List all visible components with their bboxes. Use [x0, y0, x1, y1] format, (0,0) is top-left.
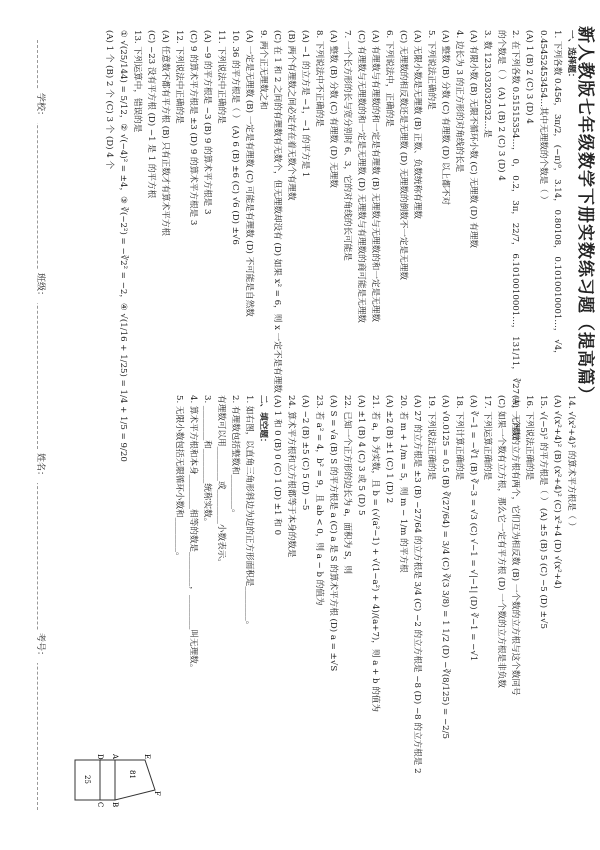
- binding-dashed-line: [37, 40, 38, 810]
- left-line: (C) 在 1 和 2 之间的有理数有无数个，但无理数却没有 (D) 如果 x² = 6，则 x 一定不是有理数: [272, 30, 282, 393]
- binding-school-label: 学校：: [35, 90, 48, 123]
- right-line: 24. 算术平方根和立方根都等于本身的数是: [286, 395, 296, 558]
- left-line: 7. 一个长方形的长与宽分别时 6、3，它的对角线的长可能是: [342, 30, 352, 261]
- right-line: (C) 如果一个数有立方根，那么它一定有平方根 (D) 一个数的立方根是非负数: [496, 395, 506, 688]
- right-line: 2. 有理数包括整数和________。: [230, 395, 240, 518]
- left-line: 4. 边长为 3 的正方形的对角线的长是: [454, 30, 464, 173]
- left-line: (B) 两个有理数之间必定存在着无数个有理数: [286, 30, 296, 201]
- right-line: (A) 27 的立方根是 ±3 (B) −27/64 的立方根是 3/4 (C) −2 的立方根是 −8 (D) −8 的立方根是 2: [412, 395, 422, 774]
- figure-label-b: B: [111, 802, 119, 808]
- figure-label-d: D: [96, 754, 104, 760]
- left-line: 13. 下列运算中，错误的是: [132, 30, 142, 133]
- binding-id-label: 考号：: [35, 630, 48, 663]
- left-line: 的个数是（ ） (A) 1 (B) 2 (C) 3 (D) 4: [496, 30, 506, 181]
- right-line: 16. 下列说法正确的是: [524, 395, 534, 481]
- figure-label-a: A: [111, 754, 119, 760]
- right-line: 23. 若 a² = 4，b² = 9，且 ab < 0，则 a − b 的值为: [314, 395, 324, 606]
- right-column: [172, 395, 578, 775]
- left-line: 5. 下列说法正确的是: [426, 30, 436, 110]
- binding-class-label: 班级：: [35, 270, 48, 303]
- right-line: (A) S = √a (B) S 的平方根是 a (C) a 是 S 的算术平方根 (D) a = ±√S: [328, 395, 338, 672]
- right-question-list: [172, 395, 578, 775]
- left-line: (A) −1 的立方是 −1，−1 的平方是 1: [300, 30, 310, 178]
- right-line: 4. 算术平方根和本身________相等的数是________，________叫无理数。: [188, 395, 198, 673]
- right-line: (A) ±1 (B) 4 (C) 3 或 5 (D) 5: [356, 395, 366, 516]
- right-line: 1. 如右图，以直角三角形斜边为边的正方形面积是________。: [244, 395, 254, 630]
- right-line: 15. √(−5)² 的平方根是（ ） (A) ±5 (B) 5 (C) −5 (D) ±√5: [538, 395, 548, 629]
- left-line: 11. 下列说法中正确的是: [216, 30, 226, 124]
- left-line: (A) 一定是无理数 (B) 一定是有理数 (C) 可能是有理数 (D) 不可能是自然数: [244, 30, 254, 317]
- left-line: (A) 整数 (B) 分数 (C) 有理数 (D) 无理数: [328, 30, 338, 188]
- figure-label-c: C: [96, 802, 104, 808]
- left-line: ① √(25/144) = 5/12，② √(−4)² = ±4，③ ∛(−2²) = −∛2² = −2，④ √(1/16 + 1/25) = 1/4 + 1/5 = 9/20: [118, 30, 128, 462]
- figure-square-large: [115, 760, 155, 800]
- left-line: (A) 1 (B) 2 (C) 3 (D) 4: [524, 30, 534, 124]
- left-line: (C) 无理数的相反数还是无理数 (D) 无理数的倒数不一定是无理数: [398, 30, 408, 280]
- left-line: (A) 无限小数是无理数 (B) 正数、负数统称有理数: [412, 30, 422, 219]
- left-line: 6. 下列说法中，正确的是: [384, 30, 394, 127]
- figure-label-e: E: [143, 754, 151, 760]
- left-line: (A) 任意数不都有平方根 (B) 只有正数才有算术平方根: [160, 30, 170, 237]
- geometry-figure: [70, 730, 160, 820]
- left-line: (A) 整数 (B) 分数 (C) 有理数 (D) 以上都不对: [440, 30, 450, 206]
- right-line: (A) √(x²+4)² (B) (x²+4)² (C) x²+4 (D) √(x²+4): [552, 395, 562, 589]
- figure-area-81: 81: [128, 770, 136, 779]
- left-line: (C) 有理数与无理数的和一定是无理数 (D) 无理数与有理数的商可能是无理数: [356, 30, 366, 323]
- left-line: (A) −9 的平方根是 −3 (B) 9 的算术平方根是 3: [202, 30, 212, 215]
- figure-square-small: [100, 760, 115, 800]
- left-line: 0.45452453454…其中无理数的个数是（ ）: [538, 30, 548, 205]
- page-title: 新人教版七年级数学下册实数练习题（提高篇）: [575, 26, 595, 404]
- right-line: (A) √0.0125 = 0.5 (B) ∛(27/64) = 3/4 (C) ∛(3 3/8) = 1 1/2 (D) −∛(8/125) = −2/5: [440, 395, 450, 739]
- right-line: 20. 若 m + 1/m = 5，则 m − 1/m 的平方根: [398, 395, 408, 573]
- right-line: (A) ±2 (B) ±1 (C) 1 (D) 2: [384, 395, 394, 504]
- right-line: 19. 下列说法正确的是: [426, 395, 436, 481]
- left-line: (A) 有限小数 (B) 无限不循环小数 (C) 无理数 (D) 有理数: [468, 30, 478, 249]
- right-line: (A) ∛−1 = −∛1 (B) ∛−3 = √3 (C) √−1 = √|−1| (D) ∛−1 = −√1: [468, 395, 478, 662]
- right-line: 3. ________和________统称实数。: [202, 395, 212, 527]
- left-line: (A) 有理数与有理数的和一定是有理数 (B) 无理数与无理数的和一定是无理数: [370, 30, 380, 322]
- left-line: 3. 数 123.032032032…是: [482, 30, 492, 138]
- right-line: 二、填空题：: [258, 395, 268, 447]
- left-line: 12. 下列说法中正确的是: [174, 30, 184, 124]
- figure-label-f: F: [153, 791, 161, 796]
- right-line: 18. 下列计算正确的是: [454, 395, 464, 481]
- right-line: 17. 下列运算正确的是: [482, 395, 492, 481]
- left-line: (C) 9 的算术平方根是 ±3 (D) 9 的算术平方根是 3: [188, 30, 198, 226]
- binding-strip: [10, 0, 60, 850]
- left-line: (A) 1 个 (B) 2 个 (C) 3 个 (D) 4 个: [104, 30, 114, 170]
- left-line: 8. 下列说法中不正确的是: [314, 30, 324, 127]
- right-line: 有理数可以用________或________小数表示。: [216, 395, 226, 567]
- right-line: (A) 1 和 0 (B) 0 (C) 1 (D) ±1 和 0: [272, 395, 282, 536]
- right-line: 5. 无限小数包括无限循环小数和________。: [174, 395, 184, 561]
- left-line: 1. 下列各数 0.456， 3π/2， (−π)⁰， 3.14， 0.80108， 0.1010010001…， √4，: [552, 30, 562, 359]
- left-line: (C) −23 没有平方根 (D) −1 是 1 的平方根: [146, 30, 156, 199]
- left-line: 10. 36 的平方根是（ ） (A) 6 (B) ±6 (C) √6 (D) ±√6: [230, 30, 240, 245]
- figure-area-25: 25: [83, 775, 91, 784]
- binding-name-label: 姓名：: [35, 450, 48, 483]
- section-heading-choice: 一、选择题：: [566, 30, 576, 82]
- left-line: 9. 两个正无理数之和: [258, 30, 268, 110]
- left-line: 2. 在下列各数 0.51515354…， 0， 0.2， 3π， 22/7， 6.1010010001…， 131/11， ∛27 中，无理数: [510, 30, 520, 440]
- right-line: 14. √(x²+4)² 的算术平方根是（ ）: [566, 395, 576, 531]
- right-line: 22. 已知一个正方形的边长为 a，面积为 S，则: [342, 395, 352, 574]
- right-line: (A) −2 (B) ±5 (C) 5 (D) −5: [300, 395, 310, 511]
- right-line: 21. 若 a，b 为实数，且 b = (√(a²−1) + √(1−a²) + 4)/(a+7)，则 a + b 的值为: [370, 395, 380, 712]
- right-line: (A) 一个数的立方根有两个，它们互为相反数 (B) 一个数的立方根与这个数同号: [510, 395, 520, 696]
